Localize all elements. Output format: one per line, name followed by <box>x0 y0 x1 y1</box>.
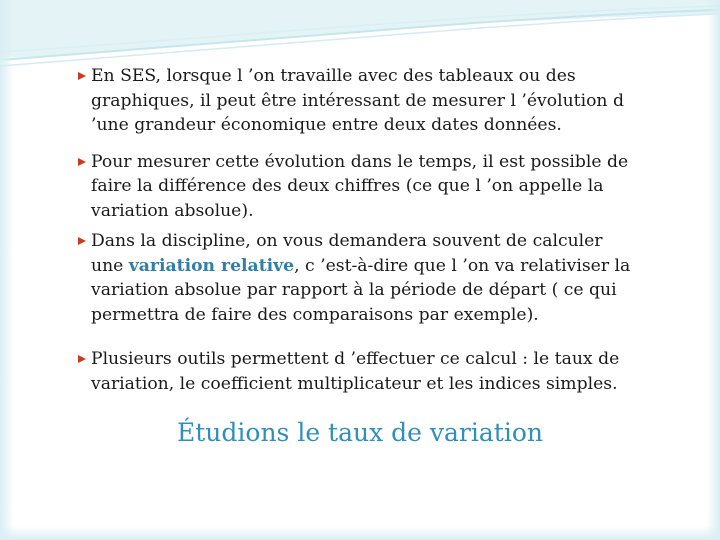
bullet-text: Plusieurs outils permettent d ’effectuer ce calcul : le taux de variation, le coefficient multiplicateur et les indices simples. <box>91 349 620 394</box>
bullet-text: Pour mesurer cette évolution dans le temps, il est possible de faire la différence des deux chiffres (ce que l ’on appelle la variation absolue). <box>91 151 629 221</box>
bullet-item <box>75 150 635 224</box>
background-edge-bottom <box>0 526 720 540</box>
bullet-list <box>75 64 635 396</box>
background-edge-left <box>0 0 14 540</box>
highlight-variation-relative: variation relative <box>128 255 295 276</box>
bullet-item <box>75 64 635 138</box>
bullet-icon <box>77 236 87 246</box>
background-edge-right <box>706 0 720 540</box>
bullet-text-after: , c ’est-à-dire que l ’on va relativiser la variation absolue par rapport à la période de départ ( ce qui permettra de faire des comparaisons par exemple). <box>91 255 631 325</box>
bullet-text: En SES, lorsque l ’on travaille avec des tableaux ou des graphiques, il peut être intéressant de mesurer l ’évolution d ’une grandeur économique entre deux dates données. <box>91 66 624 135</box>
bullet-item <box>75 229 635 327</box>
bullet-icon <box>77 157 87 167</box>
bullet-item <box>75 347 635 396</box>
conclusion-heading: Étudions le taux de variation <box>177 418 543 447</box>
bullet-text-before: Dans la discipline, on vous demandera souvent de calculer une <box>91 231 603 276</box>
bullet-icon <box>77 71 87 81</box>
bullet-icon <box>77 354 87 364</box>
